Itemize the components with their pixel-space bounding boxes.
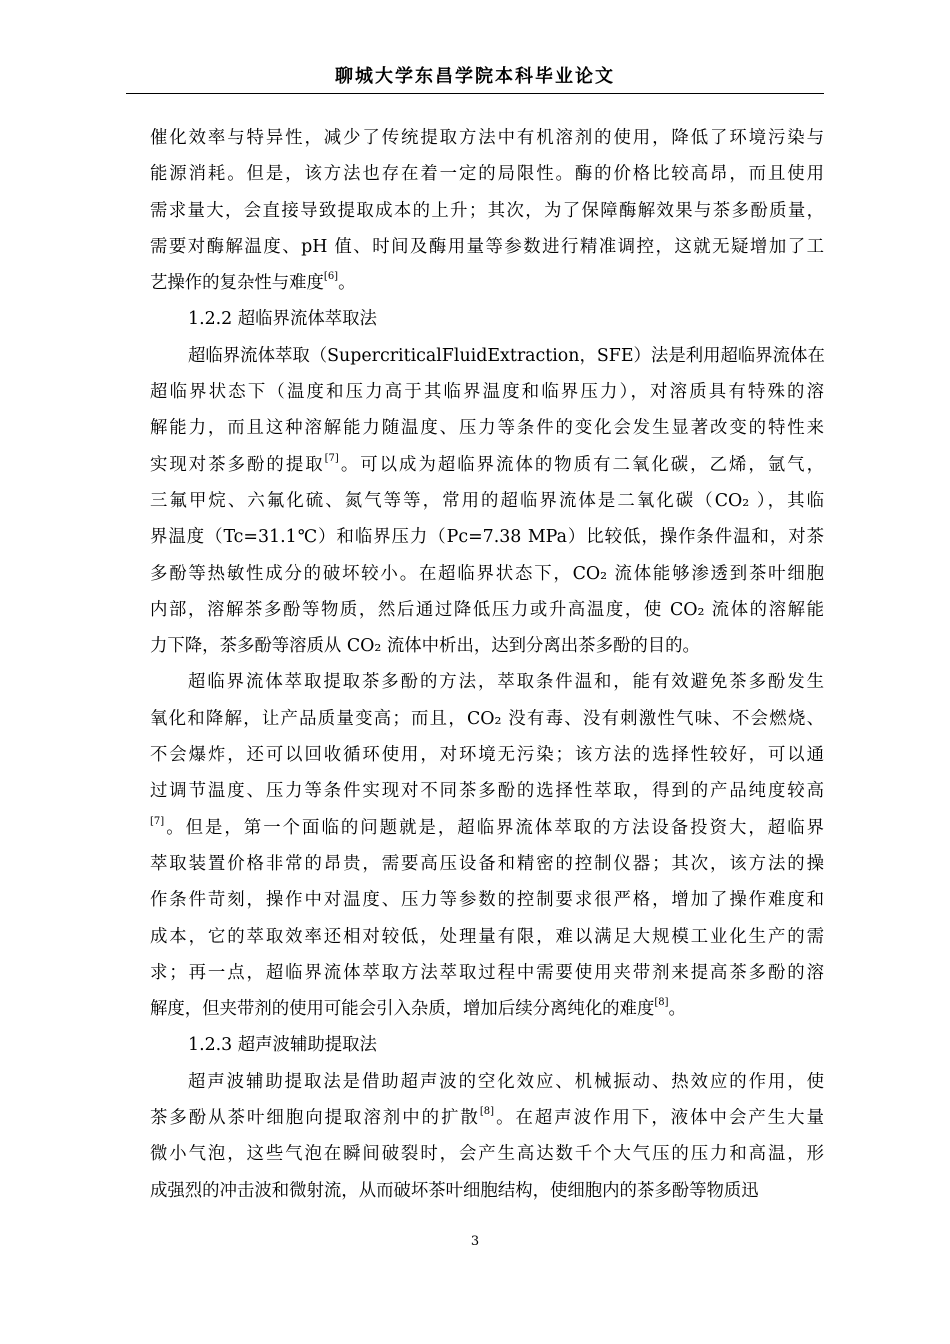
citation-ref: [8] [654, 997, 669, 1009]
text-line [150, 664, 824, 700]
text-line [150, 737, 824, 773]
text-line [150, 447, 824, 483]
text-line [150, 1136, 824, 1172]
text-run: 。 [338, 273, 356, 294]
paragraph [150, 1064, 824, 1209]
text-line [150, 701, 824, 737]
citation-ref: [6] [323, 271, 339, 283]
text-line [150, 120, 824, 156]
header-rule [126, 93, 824, 94]
text-line [150, 229, 824, 265]
text-run: 作条件苛刻，操作中对温度、压力等参数的控制要求很严格，增加了操作难度和 [150, 890, 824, 911]
text-line [150, 919, 824, 955]
text-run: 界温度（Tc=31.1℃）和临界压力（Pc=7.38 MPa）比较低，操作条件温和，对茶 [150, 527, 824, 548]
text-line [150, 628, 824, 664]
text-run: 微小气泡，这些气泡在瞬间破裂时，会产生高达数千个大气压的压力和高温，形 [150, 1144, 824, 1165]
text-run: 成本，它的萃取效率还相对较低，处理量有限，难以满足大规模工业化生产的需 [150, 926, 824, 947]
text-run: 催化效率与特异性，减少了传统提取方法中有机溶剂的使用，降低了环境污染与 [150, 128, 824, 148]
paragraph [150, 664, 824, 1027]
text-line [150, 193, 824, 229]
citation-ref: [8] [479, 1106, 495, 1118]
text-line [150, 410, 824, 446]
text-run: 解能力，而且这种溶解能力随温度、压力等条件的变化会发生显著改变的特性来 [150, 418, 824, 439]
text-run: 超临界流体萃取（SupercriticalFluidExtraction，SFE）法是利用超临界流体在 [188, 345, 825, 366]
text-run: 能源消耗。但是，该方法也存在着一定的局限性。酶的价格比较高昂，而且使用 [150, 164, 824, 185]
page-number: 3 [470, 1234, 480, 1249]
text-run: 萃取装置价格非常的昂贵，需要高压设备和精密的控制仪器；其次，该方法的操 [150, 853, 824, 874]
text-run: 需求量大，会直接导致提取成本的上升；其次，为了保障酶解效果与茶多酚质量， [150, 200, 824, 221]
text-run: 氧化和降解，让产品质量变高；而且，CO₂ 没有毒、没有刺激性气味、不会燃烧、 [150, 708, 824, 729]
text-line [150, 483, 824, 519]
text-run: 超声波辅助提取法是借助超声波的空化效应、机械振动、热效应的作用，使 [188, 1071, 824, 1092]
text-run: 超临界流体萃取提取茶多酚的方法，萃取条件温和，能有效避免茶多酚发生 [188, 672, 824, 693]
text-line [150, 846, 824, 882]
text-run: 。可以成为超临界流体的物质有二氧化碳，乙烯，氩气， [338, 454, 824, 475]
text-line [150, 265, 824, 301]
text-run: 多酚等热敏性成分的破坏较小。在超临界状态下，CO₂ 流体能够渗透到茶叶细胞 [150, 563, 824, 584]
text-line [150, 1027, 824, 1063]
text-run: 内部，溶解茶多酚等物质，然后通过降低压力或升高温度，使 CO₂ 流体的溶解能 [150, 599, 824, 620]
text-run: 。但是，第一个面临的问题就是，超临界流体萃取的方法设备投资大，超临界 [164, 817, 824, 838]
text-run: 茶多酚从茶叶细胞向提取溶剂中的扩散 [150, 1108, 480, 1129]
text-run: 1.2.2 超临界流体萃取法 [188, 309, 377, 330]
paragraph [150, 338, 824, 665]
text-line [150, 374, 824, 410]
text-run: 超临界状态下（温度和压力高于其临界温度和临界压力），对溶质具有特殊的溶 [150, 382, 824, 403]
text-line [150, 301, 824, 337]
text-run: 。 [668, 999, 686, 1020]
text-line [150, 556, 824, 592]
text-run: 力下降，茶多酚等溶质从 CO₂ 流体中析出，达到分离出茶多酚的目的。 [150, 636, 700, 657]
text-run: 实现对茶多酚的提取 [150, 454, 325, 475]
text-run: 不会爆炸，还可以回收循环使用，对环境无污染；该方法的选择性较好，可以通 [150, 745, 824, 766]
text-run: 1.2.3 超声波辅助提取法 [188, 1035, 377, 1056]
text-line [150, 1064, 824, 1100]
text-line [150, 519, 824, 555]
text-line [150, 810, 824, 846]
page-header-title: 聊城大学东昌学院本科毕业论文 [335, 66, 615, 87]
text-run: 需要对酶解温度、pH 值、时间及酶用量等参数进行精准调控，这就无疑增加了工 [150, 236, 824, 257]
text-run: 艺操作的复杂性与难度 [150, 273, 324, 294]
text-line [150, 882, 824, 918]
text-run: 求；再一点，超临界流体萃取方法萃取过程中需要使用夹带剂来提高茶多酚的溶 [150, 962, 824, 983]
text-run: 成强烈的冲击波和微射流，从而破坏茶叶细胞结构，使细胞内的茶多酚等物质迅 [150, 1180, 759, 1201]
text-run: 。在超声波作用下，液体中会产生大量 [494, 1108, 824, 1129]
section-heading [150, 1027, 824, 1063]
paragraph [150, 120, 824, 301]
text-run: 三氟甲烷、六氟化硫、氮气等等，常用的超临界流体是二氧化碳（CO₂ ），其临 [150, 490, 824, 511]
text-line [150, 156, 824, 192]
text-line [150, 338, 824, 374]
citation-ref: [7] [150, 815, 165, 827]
text-run: 解度，但夹带剂的使用可能会引入杂质，增加后续分离纯化的难度 [150, 999, 655, 1020]
text-line [150, 1100, 824, 1136]
text-line [150, 592, 824, 628]
citation-ref: [7] [324, 452, 339, 464]
text-line [150, 1173, 824, 1209]
text-line [150, 773, 824, 809]
text-line [150, 991, 824, 1027]
text-line [150, 955, 824, 991]
section-heading [150, 301, 824, 337]
text-run: 过调节温度、压力等条件实现对不同茶多酚的选择性萃取，得到的产品纯度较高 [150, 781, 824, 802]
document-body [150, 120, 824, 1209]
